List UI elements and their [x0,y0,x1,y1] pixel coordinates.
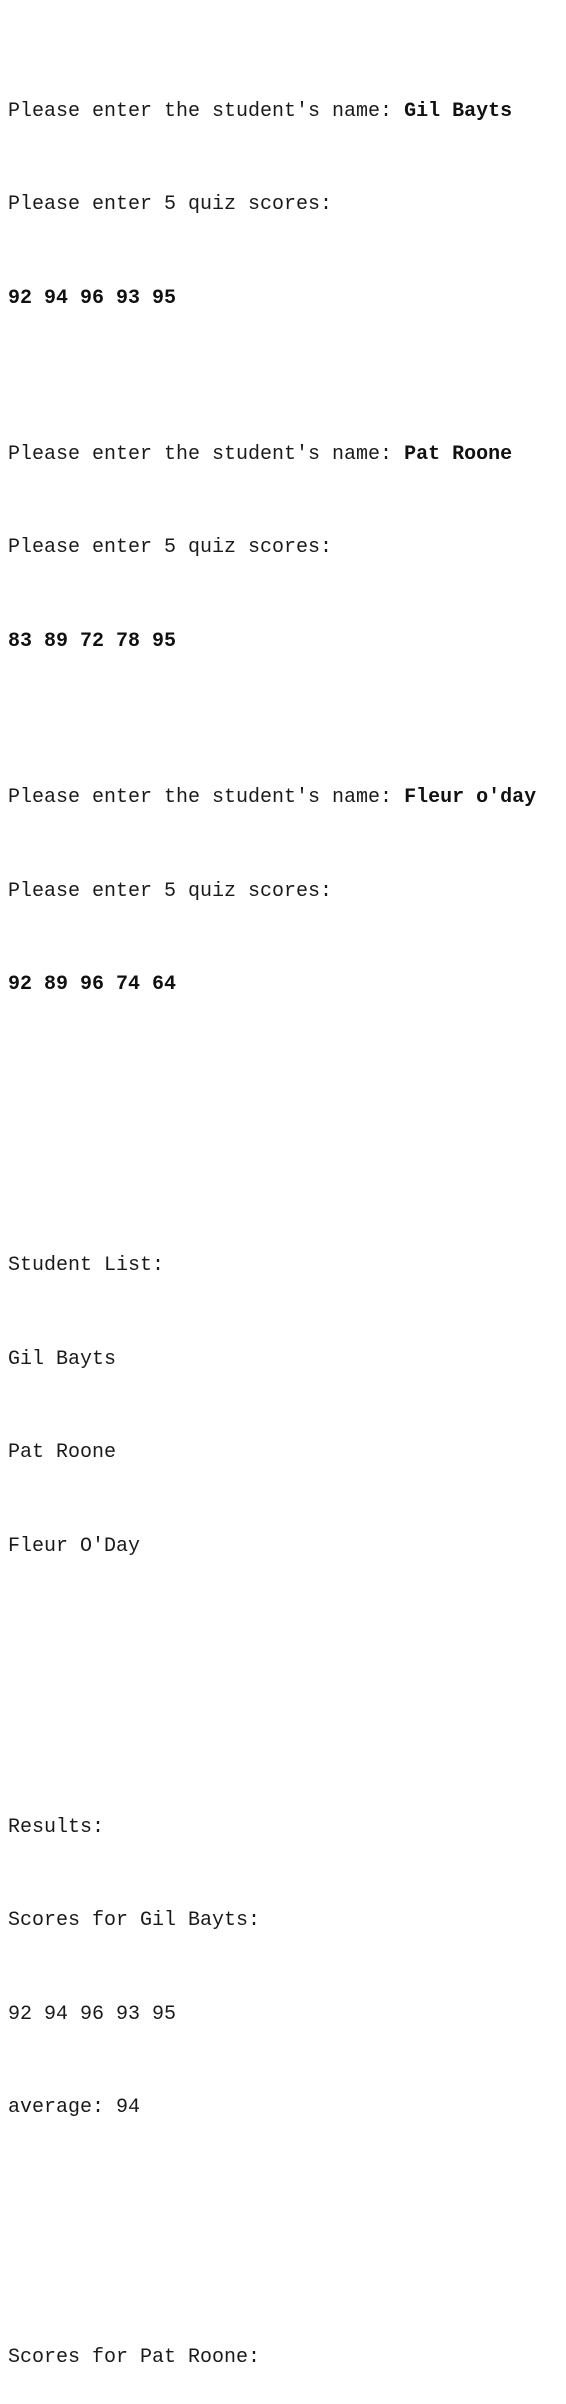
student-list-item: Pat Roone [8,1441,117,1465]
scores-input-value: 92 89 96 74 64 [8,973,177,997]
name-prompt-text: Please enter the student's name: [8,785,405,809]
name-prompt-text: Please enter the student's name: [8,99,405,123]
name-prompt-line [8,439,566,470]
name-input-value: Fleur o'day [404,785,537,809]
blank-line [8,1094,566,1125]
scores-input-value: 92 94 96 93 95 [8,286,177,310]
name-input-value: Pat Roone [404,442,513,466]
console-output [8,2,566,2404]
results-heading: Results: [8,1815,105,1839]
name-prompt-text: Please enter the student's name: [8,442,405,466]
results-scores-title: Scores for Pat Roone: [8,2345,261,2369]
name-prompt-line [8,96,566,127]
student-list-heading: Student List: [8,1253,165,1277]
blank-line [8,1656,566,1687]
blank-line [8,2217,566,2248]
name-prompt-line [8,782,566,813]
scores-prompt-line: Please enter 5 quiz scores: [8,193,333,217]
scores-input-value: 83 89 72 78 95 [8,629,177,653]
scores-prompt-line: Please enter 5 quiz scores: [8,536,333,560]
name-input-value: Gil Bayts [404,99,513,123]
results-scores-title: Scores for Gil Bayts: [8,1909,261,1933]
results-scores-values: 92 94 96 93 95 [8,2002,177,2026]
scores-prompt-line: Please enter 5 quiz scores: [8,879,333,903]
student-list-item: Gil Bayts [8,1347,117,1371]
student-list-item: Fleur O'Day [8,1534,141,1558]
results-average: average: 94 [8,2096,141,2120]
